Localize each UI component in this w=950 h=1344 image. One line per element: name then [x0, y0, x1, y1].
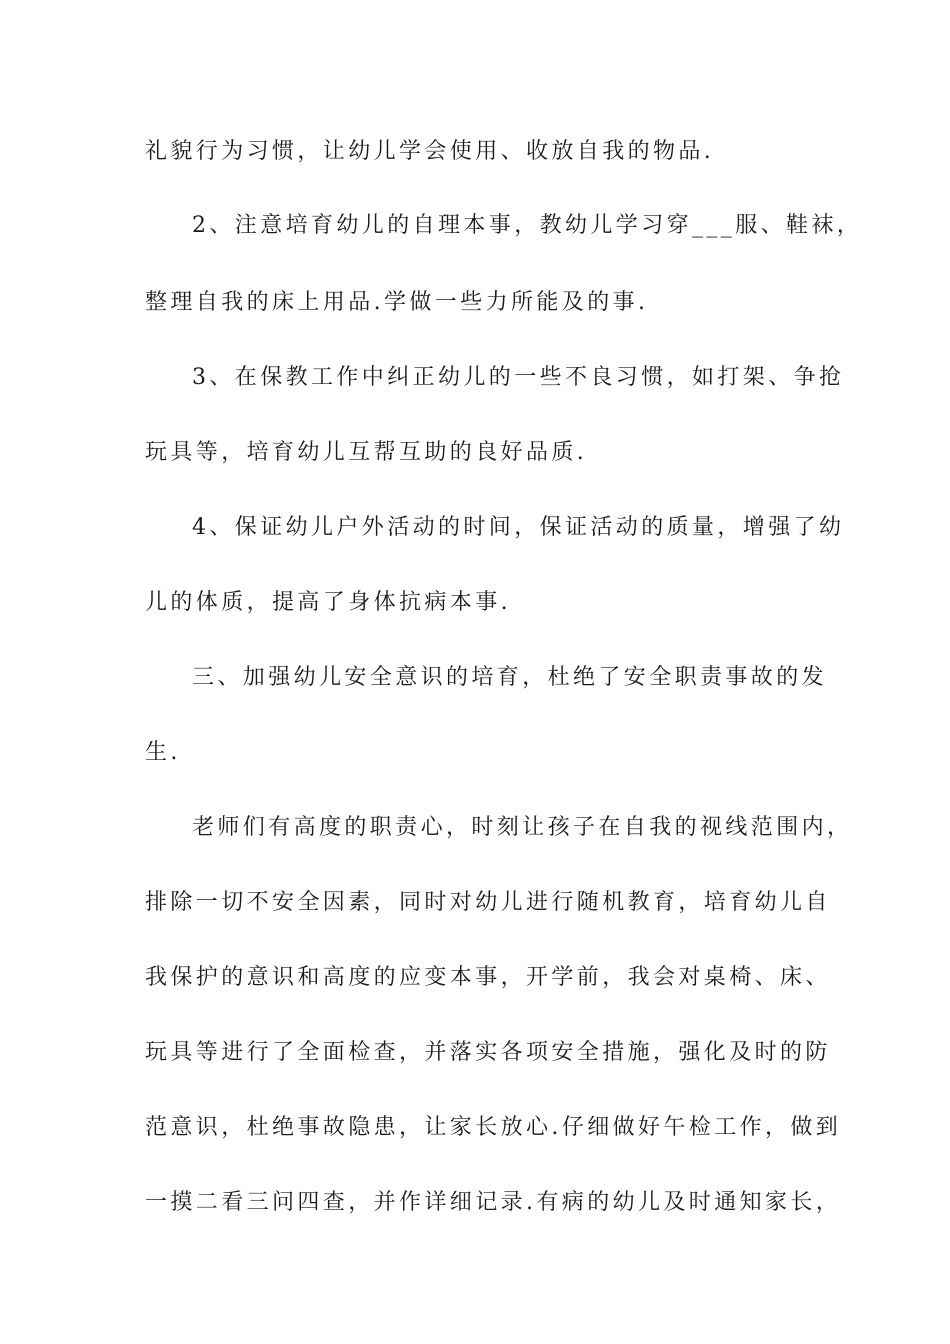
text-line: 我保护的意识和高度的应变本事，开学前，我会对桌椅、床、: [145, 965, 831, 990]
text-line: 礼貌行为习惯，让幼儿学会使用、收放自我的物品.: [145, 139, 715, 164]
text-line: 玩具等进行了全面检查，并落实各项安全措施，强化及时的防: [145, 1040, 831, 1065]
text-line: 范意识，杜绝事故隐患，让家长放心.仔细做好午检工作，做到: [145, 1115, 842, 1140]
text-line: 3、在保教工作中纠正幼儿的一些不良习惯，如打架、争抢: [192, 365, 845, 390]
text-line: 一摸二看三问四查，并作详细记录.有病的幼儿及时通知家长，: [145, 1190, 842, 1215]
text-line: 儿的体质，提高了身体抗病本事.: [145, 590, 511, 615]
text-line: 三、加强幼儿安全意识的培育，杜绝了安全职责事故的发: [192, 665, 828, 690]
text-line: 2、注意培育幼儿的自理本事，教幼儿学习穿___服、鞋袜，: [192, 213, 863, 238]
text-line: 整理自我的床上用品.学做一些力所能及的事.: [145, 290, 649, 315]
text-line: 生.: [145, 740, 181, 765]
text-line: 老师们有高度的职责心，时刻让孩子在自我的视线范围内，: [192, 815, 853, 840]
text-line: 4、保证幼儿户外活动的时间，保证活动的质量，增强了幼: [192, 515, 845, 540]
text-line: 玩具等，培育幼儿互帮互助的良好品质.: [145, 440, 588, 465]
text-line: 排除一切不安全因素，同时对幼儿进行随机教育，培育幼儿自: [145, 890, 831, 915]
